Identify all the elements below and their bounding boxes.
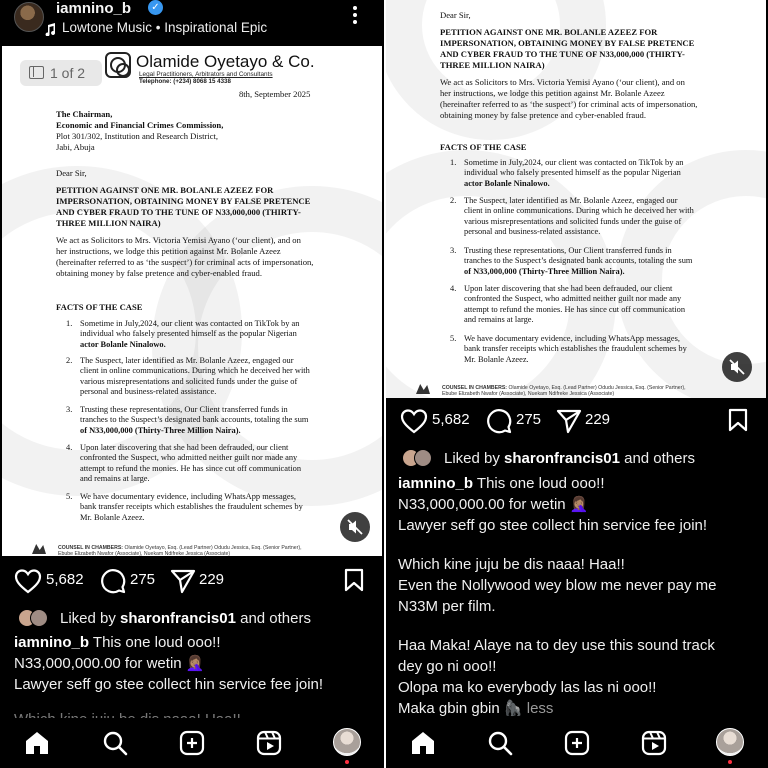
caption-line: [398, 699, 553, 719]
intro-line: her instructions, we lodge this petition against Mr. Bolanle Azeez: [440, 88, 665, 98]
liked-by-suffix: and others: [235, 610, 311, 627]
salutation: Dear Sir,: [440, 10, 471, 20]
fact-line: bank transfer receipts which establishes the fraudulent schemes by: [464, 344, 687, 354]
fact-number: 3.: [66, 405, 73, 414]
recipient-line: Economic and Financial Crimes Commission,: [56, 120, 224, 130]
reels-icon[interactable]: [256, 730, 282, 756]
notification-dot: [345, 760, 349, 764]
firm-phone: Telephone: (+234) 8068 15 4338: [139, 78, 231, 85]
recipient-line: The Chairman,: [56, 109, 113, 119]
profile-avatar[interactable]: [333, 728, 361, 756]
footer-text2: Ebube Elizabeth Nwafor (Associate), Nuekam Ndifreke Jessica (Associate): [58, 551, 231, 556]
subject-line: IMPERSONATION, OBTAINING MONEY BY FALSE PRETENCE: [56, 196, 311, 206]
create-icon[interactable]: [564, 730, 590, 756]
intro-line: her instructions, we lodge this petition against Mr. Bolanle Azeez: [56, 246, 281, 256]
intro-line: obtaining money by false pretence and cyber-enabled fraud.: [56, 268, 262, 278]
liked-by-prefix: Liked by: [60, 610, 121, 627]
home-icon[interactable]: [24, 730, 50, 756]
fact-line: client in online communications. During which he deceived her with: [464, 206, 694, 216]
caption-line: Haa Maka! Alaye na to dey use this sound track: [398, 637, 715, 654]
fact-line: confronted the Suspect, who admitted neither guilt nor made any: [80, 453, 298, 463]
caption-line: Which kine juju be dis naaa! Haa!!: [398, 556, 625, 573]
caption-line: Lawyer seff go stee collect hin service fee join!: [398, 517, 708, 534]
caption-line: N33,000,000.00 for wetin 🤦🏽‍♀️: [14, 655, 205, 672]
firm-name: Olamide Oyetayo & Co.: [136, 52, 315, 71]
post-header: [0, 0, 384, 46]
fact-number: 1.: [450, 158, 457, 167]
create-icon[interactable]: [179, 730, 205, 756]
author-username[interactable]: iamnino_b: [56, 0, 132, 17]
fact-line: various misrepresentations and solicited funds under the guise of: [464, 216, 682, 226]
likes-count[interactable]: 5,682: [46, 571, 84, 588]
caption-line: [398, 474, 605, 494]
liker-avatar[interactable]: [30, 609, 48, 627]
page-counter-text: 1 of 2: [50, 65, 86, 81]
fact-number: 3.: [450, 246, 457, 255]
fact-line: attempt to refund the monies. He has since cut off communication: [80, 463, 302, 473]
fact-line: Trusting these representations, Our Client transferred funds in: [464, 246, 672, 255]
fact-line: personal and business-related assistance.: [80, 387, 217, 397]
home-icon[interactable]: [410, 730, 436, 756]
fact-line: personal and business-related assistance.: [464, 227, 601, 237]
audio-track[interactable]: Lowtone Music • Inspirational Epic: [62, 20, 268, 35]
action-bar: [0, 566, 384, 596]
fact-line: The Suspect, later identified as Mr. Bolanle Azeez, engaged our: [80, 356, 294, 365]
bottom-nav: [0, 718, 384, 768]
fact-line: We have documentary evidence, including WhatsApp messages,: [80, 492, 296, 501]
search-icon[interactable]: [487, 730, 513, 756]
mute-button[interactable]: [340, 512, 370, 542]
liked-by-text[interactable]: [444, 450, 695, 467]
fact-number: 5.: [450, 334, 457, 343]
footer-counsel: [442, 385, 686, 397]
fact-line: tranches to the Suspect’s designated bank accounts, totaling the sum: [80, 415, 309, 425]
fact-number: 5.: [66, 492, 73, 501]
right-screenshot: [386, 0, 768, 768]
share-send-icon[interactable]: [170, 568, 196, 594]
fact-line: Trusting these representations, Our Client transferred funds in: [80, 405, 288, 414]
fact-line: and remains at large.: [464, 315, 534, 325]
firm-subtitle: Legal Practitioners, Arbitrators and Consultants: [139, 71, 273, 78]
liker-avatar[interactable]: [414, 449, 432, 467]
firm-logo: [105, 52, 131, 78]
share-send-icon[interactable]: [556, 408, 582, 434]
page-counter: [20, 60, 102, 86]
fact-line: Sometime in July,2024, our client was contacted on TikTok by an: [464, 158, 684, 167]
caption-text: This one loud ooo!!: [476, 475, 605, 492]
document-image: [2, 46, 382, 556]
caption-line: Lawyer seff go stee collect hin service fee join!: [14, 676, 324, 693]
fact-line: actor Bolanle Ninalowo.: [464, 178, 550, 188]
fact-number: 2.: [66, 356, 73, 365]
fact-number: 4.: [450, 284, 457, 293]
bookmark-icon[interactable]: [728, 408, 748, 432]
music-note-icon: [44, 23, 56, 36]
shares-count[interactable]: 229: [199, 571, 225, 588]
caption-line: Even the Nollywood wey blow me never pay me: [398, 577, 717, 594]
like-heart-icon[interactable]: [14, 568, 42, 594]
document-image: [386, 0, 766, 398]
fact-line: and remains at large.: [80, 474, 150, 484]
intro-line: We act as Solicitors to Mrs. Victoria Yemisi Ayano (‘our client), and on: [440, 77, 685, 87]
recipient-line: Jabi, Abuja: [56, 142, 95, 152]
comments-count[interactable]: 275: [516, 411, 542, 428]
subject-line: AND CYBER FRAUD TO THE TUNE OF N33,000,000 (THIRTY-: [440, 49, 685, 59]
shares-count[interactable]: 229: [585, 411, 611, 428]
letter-date: 8th, September 2025: [239, 89, 311, 99]
liked-by-text[interactable]: [60, 610, 311, 627]
comment-icon[interactable]: [486, 408, 512, 434]
fact-line: bank transfer receipts which establishes the fraudulent schemes by: [80, 502, 303, 512]
intro-line: We act as Solicitors to Mrs. Victoria Yemisi Ayano (‘our client), and on: [56, 235, 301, 245]
profile-avatar[interactable]: [716, 728, 744, 756]
facts-heading: FACTS OF THE CASE: [440, 142, 527, 152]
action-bar: [386, 406, 768, 436]
caption-line: dey go ni ooo!!: [398, 658, 497, 675]
fact-line: The Suspect, later identified as Mr. Bolanle Azeez, engaged our: [464, 196, 678, 205]
intro-line: (hereinafter referred to as ‘the suspect’) for criminal acts of impersonation,: [56, 257, 314, 267]
footer-text: Olamide Oyetayo, Esq. (Lead Partner) Odudu Jessica, Esq. (Senior Partner),: [508, 385, 686, 391]
bookmark-icon[interactable]: [344, 568, 364, 592]
fact-line: tranches to the Suspect’s designated bank accounts, totaling the sum: [464, 256, 693, 266]
fact-line: We have documentary evidence, including WhatsApp messages,: [464, 334, 680, 343]
fact-line: Upon later discovering that she had been defrauded, our client: [80, 443, 289, 452]
liked-by-prefix: Liked by: [444, 450, 505, 467]
caption-username[interactable]: iamnino_b: [398, 475, 474, 492]
caption-line: N33,000,000.00 for wetin 🤦🏽‍♀️: [398, 496, 589, 513]
fact-number: 1.: [66, 319, 73, 328]
fact-line: Upon later discovering that she had been defrauded, our client: [464, 284, 673, 293]
intro-line: (hereinafter referred to as ‘the suspect’) for criminal acts of impersonation,: [440, 99, 698, 109]
recipient-line: Plot 301/302, Institution and Research District,: [56, 131, 219, 141]
likes-count[interactable]: 5,682: [432, 411, 470, 428]
fact-line: various misrepresentations and solicited funds under the guise of: [80, 376, 298, 386]
caption-text: Maka gbin gbin 🦍: [398, 700, 523, 717]
author-avatar[interactable]: [14, 2, 44, 32]
subject-line: THREE MILLION NAIRA): [56, 218, 161, 228]
footer-label: COUNSEL IN CHAMBERS:: [442, 385, 508, 391]
caption-text: This one loud ooo!!: [92, 634, 221, 651]
fact-line: attempt to refund the monies. He has since cut off communication: [464, 304, 686, 314]
fact-line: of N33,000,000 (Thirty-Three Million Naira).: [80, 425, 241, 435]
fact-line: actor Bolanle Ninalowo.: [80, 339, 166, 349]
liked-by-user[interactable]: sharonfrancis01: [120, 610, 236, 627]
less-button[interactable]: less: [526, 700, 554, 717]
intro-line: obtaining money by false pretence and cyber-enabled fraud.: [440, 110, 646, 120]
bottom-nav: [386, 718, 768, 768]
footer-logo: [32, 544, 46, 554]
fact-line: Sometime in July,2024, our client was contacted on TikTok by an: [80, 319, 300, 328]
reels-icon[interactable]: [641, 730, 667, 756]
caption-username[interactable]: iamnino_b: [14, 634, 90, 651]
notification-dot: [728, 760, 732, 764]
caption-line: N33M per film.: [398, 598, 496, 615]
fact-line: individual who falsely presented himself as the popular Nigerian: [80, 329, 297, 339]
fact-number: 2.: [450, 196, 457, 205]
subject-line: IMPERSONATION, OBTAINING MONEY BY FALSE PRETENCE: [440, 38, 695, 48]
verified-badge-icon: ✓: [148, 0, 163, 15]
search-icon[interactable]: [102, 730, 128, 756]
subject-line: AND CYBER FRAUD TO THE TUNE OF N33,000,000 (THIRTY-: [56, 207, 301, 217]
fact-line: Mr. Bolanle Azeez.: [464, 354, 529, 364]
footer-label: COUNSEL IN CHAMBERS:: [58, 545, 124, 551]
salutation: Dear Sir,: [56, 168, 87, 178]
speaker-muted-icon: [340, 512, 370, 542]
speaker-muted-icon: [722, 352, 752, 382]
comment-icon[interactable]: [100, 568, 126, 594]
mute-button[interactable]: [722, 352, 752, 382]
pages-icon: [29, 66, 44, 79]
caption-line: Olopa ma ko everybody las las ni ooo!!: [398, 679, 657, 696]
fact-line: individual who falsely presented himself as the popular Nigerian: [464, 168, 681, 178]
facts-heading: FACTS OF THE CASE: [56, 302, 143, 312]
fact-line: of N33,000,000 (Thirty-Three Million Naira).: [464, 266, 625, 276]
comments-count[interactable]: 275: [130, 571, 156, 588]
like-heart-icon[interactable]: [400, 408, 428, 434]
fact-number: 4.: [66, 443, 73, 452]
liked-by-suffix: and others: [619, 450, 695, 467]
footer-text: Olamide Oyetayo, Esq. (Lead Partner) Odudu Jessica, Esq. (Senior Partner),: [124, 545, 302, 551]
fact-line: confronted the Suspect, who admitted neither guilt nor made any: [464, 294, 682, 304]
fact-line: Mr. Bolanle Azeez.: [80, 512, 145, 522]
footer-counsel: [58, 545, 302, 556]
liked-by-user[interactable]: sharonfrancis01: [504, 450, 620, 467]
fact-line: client in online communications. During which he deceived her with: [80, 366, 310, 376]
caption-line: [14, 633, 221, 653]
subject-line: THREE MILLION NAIRA): [440, 60, 545, 70]
subject-line: PETITION AGAINST ONE MR. BOLANLE AZEEZ FOR: [440, 27, 658, 37]
footer-text2: Ebube Elizabeth Nwafor (Associate), Nuekam Ndifreke Jessica (Associate): [442, 391, 615, 397]
subject-line: PETITION AGAINST ONE MR. BOLANLE AZEEZ FOR: [56, 185, 274, 195]
more-options-icon[interactable]: [352, 6, 358, 28]
